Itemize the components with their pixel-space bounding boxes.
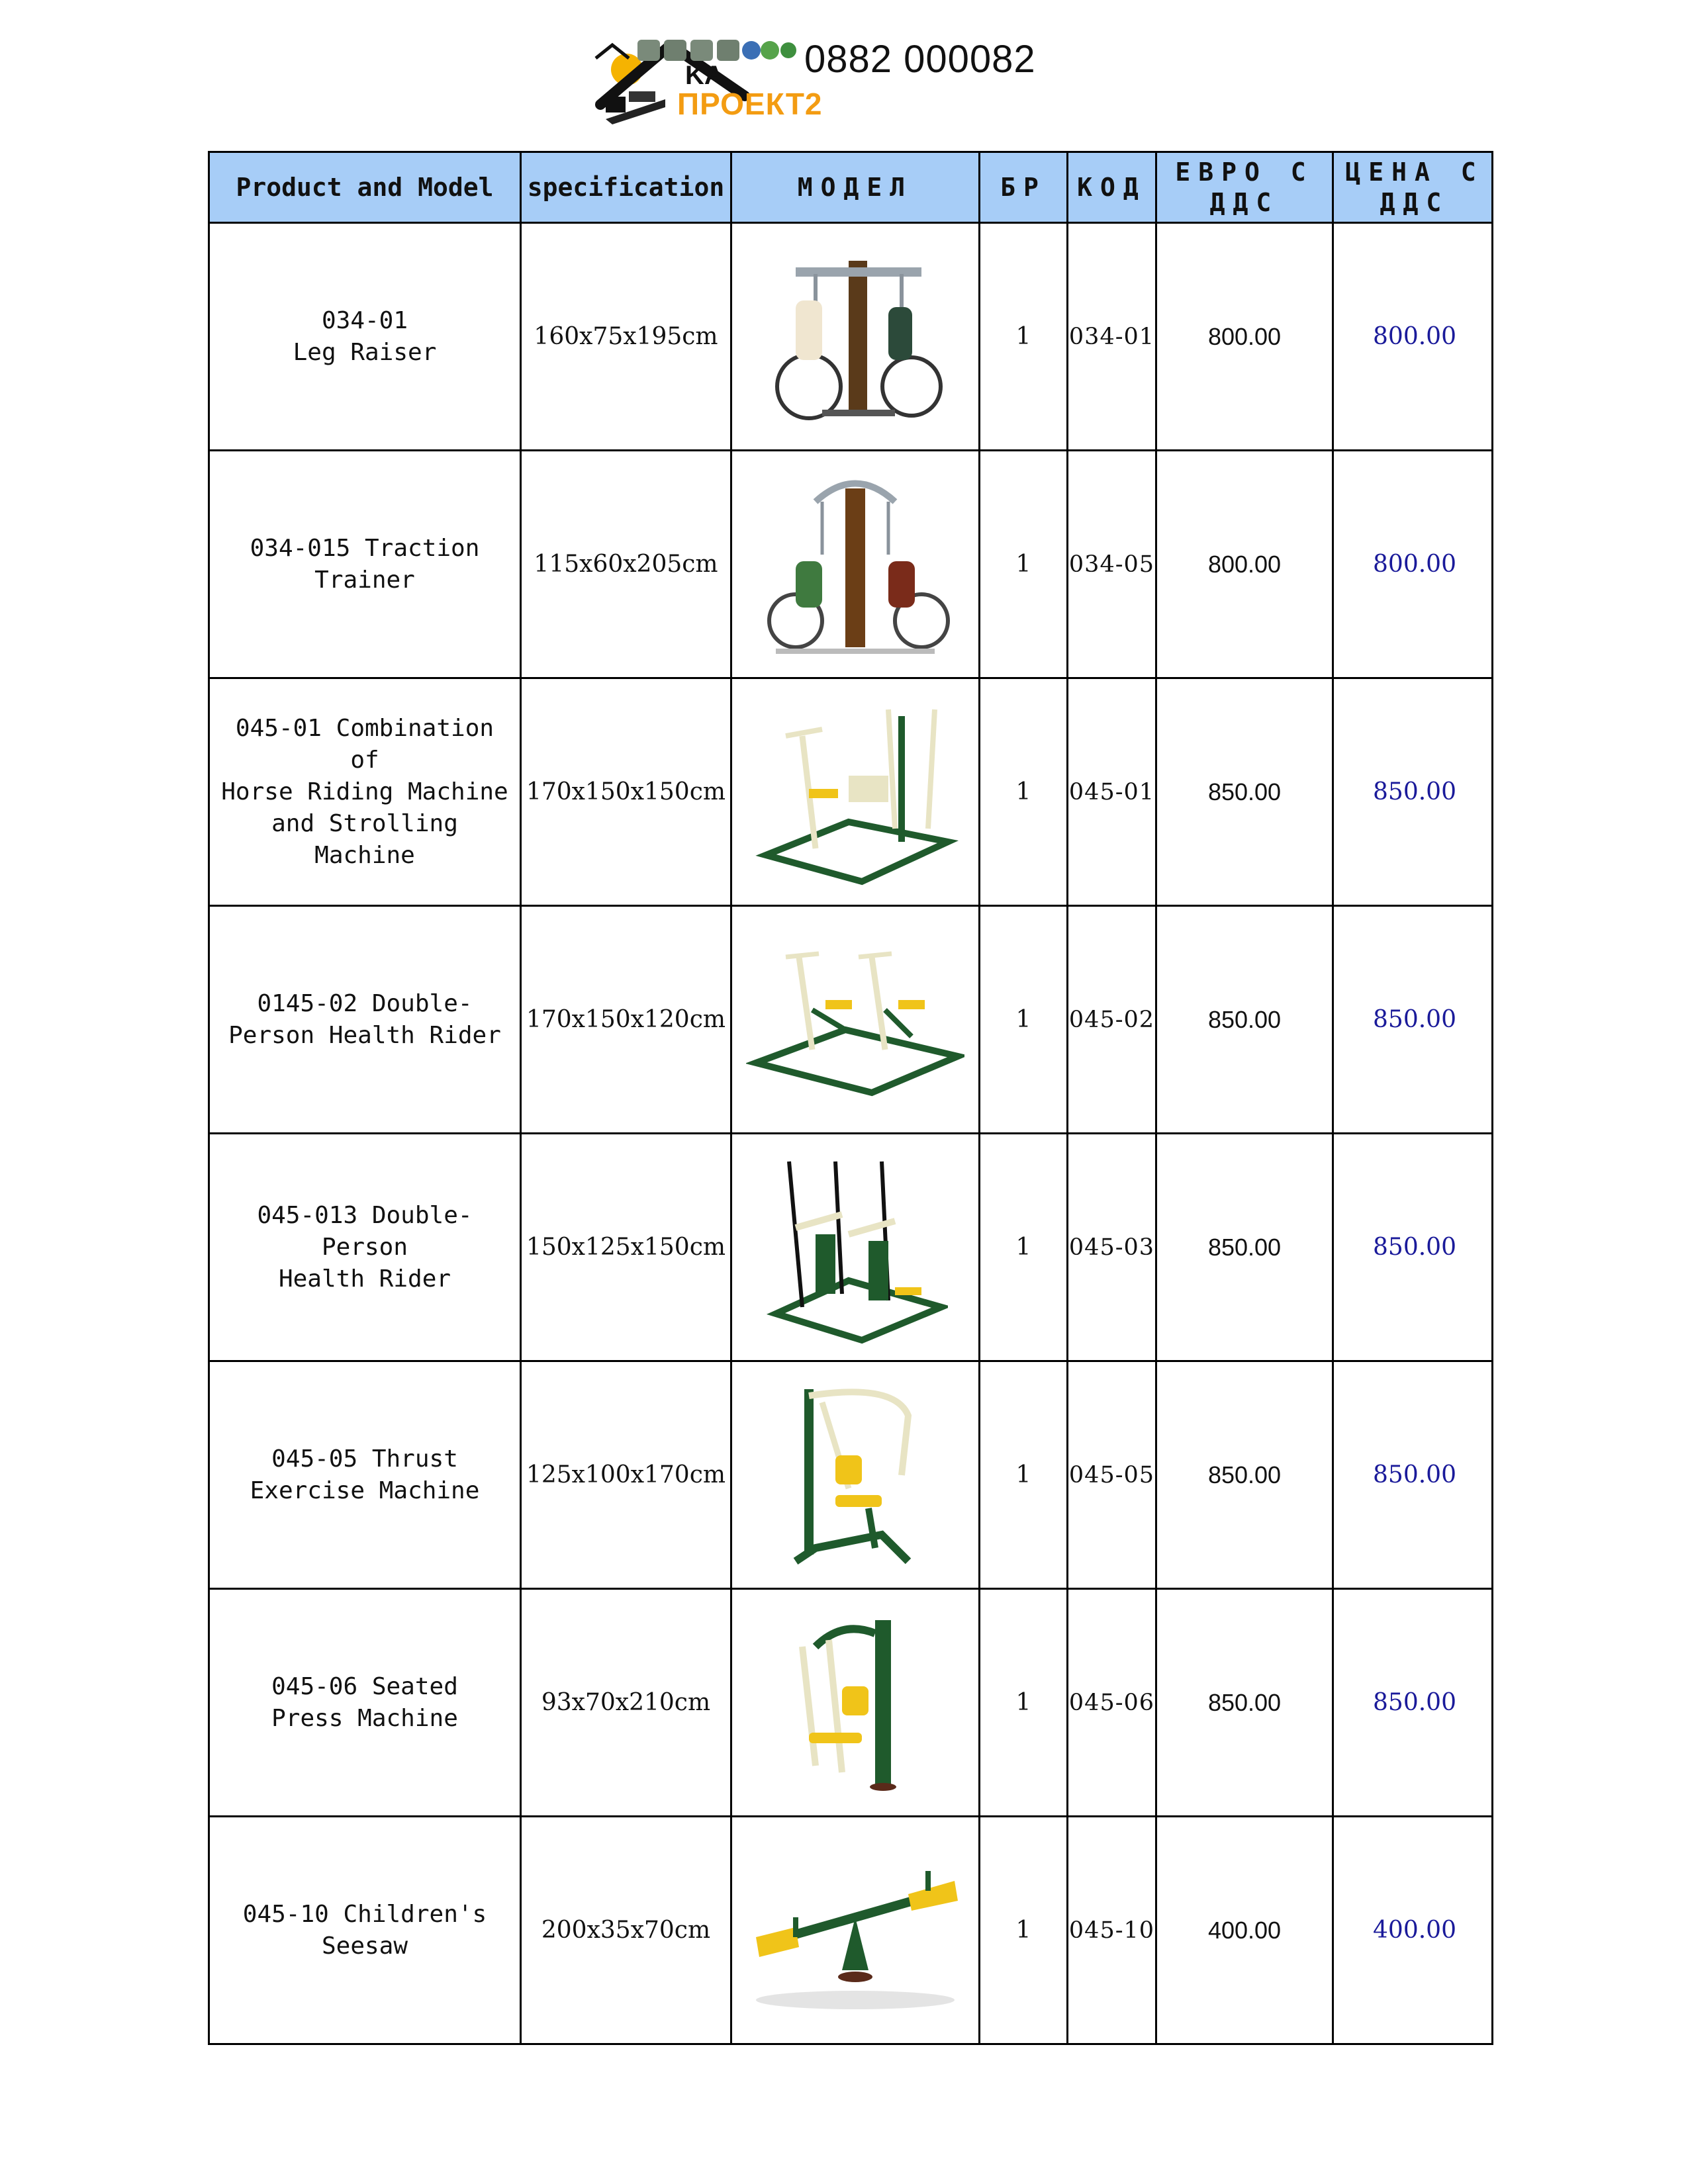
product-image [730,224,978,449]
product-name: 045-013 Double-Person Health Rider [257,1201,473,1293]
table-row [210,1815,1491,2043]
product-specification: 200x35x70cm [520,1817,730,2043]
table-row [210,1132,1491,1360]
quantity: 1 [978,1134,1066,1360]
table-row [210,1360,1491,1588]
product-image [730,1362,978,1588]
column-header-price-vat: ЦЕНА С ДДС [1332,153,1495,222]
double-person-health-rider-icon [763,1148,948,1347]
wheelchair-pull-station-icon [756,241,955,433]
price-euro: 850.00 [1155,1362,1332,1588]
product-specification: 115x60x205cm [520,451,730,677]
company-logo [592,33,1049,132]
product-name: 034-015 Traction Trainer [250,534,480,594]
price-vat: 400.00 [1332,1817,1495,2043]
price-euro: 850.00 [1155,679,1332,905]
price-vat: 850.00 [1332,1590,1495,1815]
quantity: 1 [978,907,1066,1132]
column-header-model: МОДЕЛ [730,153,978,222]
product-name: 045-05 Thrust Exercise Machine [250,1445,480,1504]
product-name: 045-10 Children's Seesaw [242,1900,487,1960]
product-image [730,1590,978,1815]
price-vat: 800.00 [1332,451,1495,677]
table-row [210,677,1491,905]
quantity: 1 [978,1362,1066,1588]
price-vat: 850.00 [1332,907,1495,1132]
wheelchair-traction-trainer-icon [756,469,955,660]
product-image [730,1134,978,1360]
column-header-euro-vat: ЕВРО С ДДС [1155,153,1332,222]
product-name: 0145-02 Double- Person Health Rider [228,989,501,1049]
seated-press-machine-icon [776,1607,935,1799]
quantity: 1 [978,451,1066,677]
product-name: 045-01 Combination of Horse Riding Machine and Strolling Machine [221,714,508,869]
horse-rider-walker-combo-icon [749,696,961,888]
phone-number: 0882 000082 [804,38,1036,81]
column-header-code: КОД [1066,153,1155,222]
product-name: 045-06 Seated Press Machine [271,1672,458,1732]
price-euro: 800.00 [1155,451,1332,677]
price-vat: 800.00 [1332,224,1495,449]
childrens-seesaw-icon [743,1844,968,2017]
product-specification: 150x125x150cm [520,1134,730,1360]
quantity: 1 [978,1590,1066,1815]
product-specification: 170x150x120cm [520,907,730,1132]
partner-badges-icon [592,33,798,66]
table-row [210,449,1491,677]
product-code: 034-05 [1066,451,1155,677]
column-header-specification: specification [520,153,730,222]
column-header-product: Product and Model [236,173,494,202]
thrust-exercise-machine-icon [776,1376,935,1574]
product-specification: 125x100x170cm [520,1362,730,1588]
product-image [730,451,978,677]
price-euro: 400.00 [1155,1817,1332,2043]
table-row [210,1588,1491,1815]
column-header-quantity: БР [978,153,1066,222]
product-code: 045-01 [1066,679,1155,905]
price-euro: 850.00 [1155,1590,1332,1815]
table-row [210,905,1491,1132]
price-euro: 850.00 [1155,1134,1332,1360]
product-specification: 170x150x150cm [520,679,730,905]
double-health-rider-icon [746,937,964,1103]
table-header-row [210,153,1491,222]
quantity: 1 [978,1817,1066,2043]
product-name: 034-01 Leg Raiser [293,306,437,366]
product-image [730,679,978,905]
product-code: 034-01 [1066,224,1155,449]
product-code: 045-05 [1066,1362,1155,1588]
price-euro: 800.00 [1155,224,1332,449]
brand-name-line2: ПРОЕКТ2 [677,87,823,121]
table-row [210,222,1491,449]
price-euro: 850.00 [1155,907,1332,1132]
product-code: 045-06 [1066,1590,1155,1815]
product-code: 045-02 [1066,907,1155,1132]
price-vat: 850.00 [1332,1134,1495,1360]
quantity: 1 [978,679,1066,905]
product-image [730,1817,978,2043]
product-code: 045-03 [1066,1134,1155,1360]
price-table [208,151,1493,2045]
product-specification: 160x75x195cm [520,224,730,449]
product-specification: 93x70x210cm [520,1590,730,1815]
price-vat: 850.00 [1332,1362,1495,1588]
price-vat: 850.00 [1332,679,1495,905]
quantity: 1 [978,224,1066,449]
product-image [730,907,978,1132]
product-code: 045-10 [1066,1817,1155,2043]
brand-name-line1: KA [685,61,724,90]
